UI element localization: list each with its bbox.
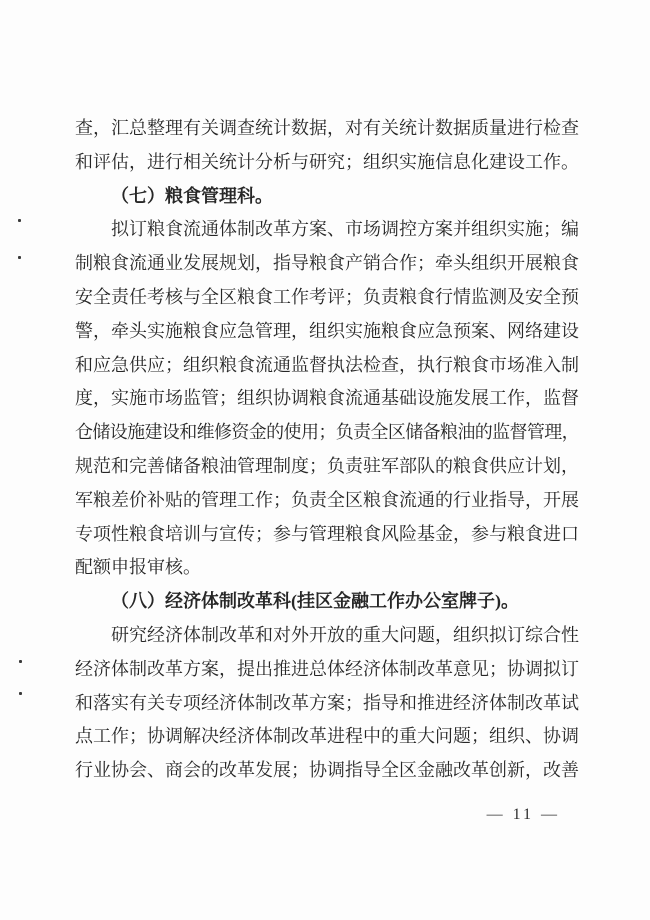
margin-mark-dot bbox=[18, 256, 21, 259]
text-line: 行业协会、商会的改革发展；协调指导全区金融改革创新，改善 bbox=[75, 760, 579, 781]
text-line: （八）经济体制改革科(挂区金融工作办公室牌子)。 bbox=[111, 591, 519, 612]
margin-mark-dot bbox=[19, 692, 22, 695]
text-line: 拟订粮食流通体制改革方案、市场调控方案并组织实施；编 bbox=[111, 219, 579, 240]
paragraph bbox=[75, 619, 579, 788]
text-line: 和评估，进行相关统计分析与研究；组织实施信息化建设工作。 bbox=[75, 151, 579, 172]
text-line: （七）粮食管理科。 bbox=[111, 185, 273, 206]
text-line: 点工作；协调解决经济体制改革进程中的重大问题；组织、协调 bbox=[75, 726, 579, 747]
paragraph bbox=[75, 112, 579, 180]
margin-mark-dot bbox=[19, 660, 22, 663]
section-heading bbox=[75, 180, 579, 214]
text-line: 安全责任考核与全区粮食工作考评；负责粮食行情监测及安全预 bbox=[75, 286, 579, 307]
text-line: 专项性粮食培训与宣传；参与管理粮食风险基金，参与粮食进口 bbox=[75, 523, 579, 544]
page-number: — 11 — bbox=[486, 806, 560, 823]
text-line: 查，汇总整理有关调查统计数据，对有关统计数据质量进行检查 bbox=[75, 118, 579, 138]
text-line: 研究经济体制改革和对外开放的重大问题，组织拟订综合性 bbox=[111, 624, 579, 645]
margin-mark-dot bbox=[18, 219, 21, 222]
paragraph bbox=[75, 213, 579, 585]
text-line: 军粮差价补贴的管理工作；负责全区粮食流通的行业指导，开展 bbox=[75, 489, 579, 510]
text-line: 经济体制改革方案，提出推进总体经济体制改革意见；协调拟订 bbox=[75, 658, 579, 679]
text-line: 和应急供应；组织粮食流通监督执法检查，执行粮食市场准入制 bbox=[75, 354, 579, 375]
text-line: 配额申报审核。 bbox=[75, 557, 201, 578]
text-line: 规范和完善储备粮油管理制度；负责驻军部队的粮食供应计划， bbox=[75, 455, 579, 476]
text-line: 和落实有关专项经济体制改革方案；指导和推进经济体制改革试 bbox=[75, 692, 579, 713]
text-line: 度，实施市场监管；组织协调粮食流通基础设施发展工作，监督 bbox=[75, 388, 579, 409]
text-line: 警，牵头实施粮食应急管理，组织实施粮食应急预案、网络建设 bbox=[75, 320, 579, 341]
text-line: 仓储设施建设和维修资金的使用；负责全区储备粮油的监督管理， bbox=[75, 422, 580, 443]
text-line: 制粮食流通业发展规划，指导粮食产销合作；牵头组织开展粮食 bbox=[75, 253, 579, 274]
section-heading bbox=[75, 585, 579, 619]
document-body bbox=[75, 112, 579, 788]
